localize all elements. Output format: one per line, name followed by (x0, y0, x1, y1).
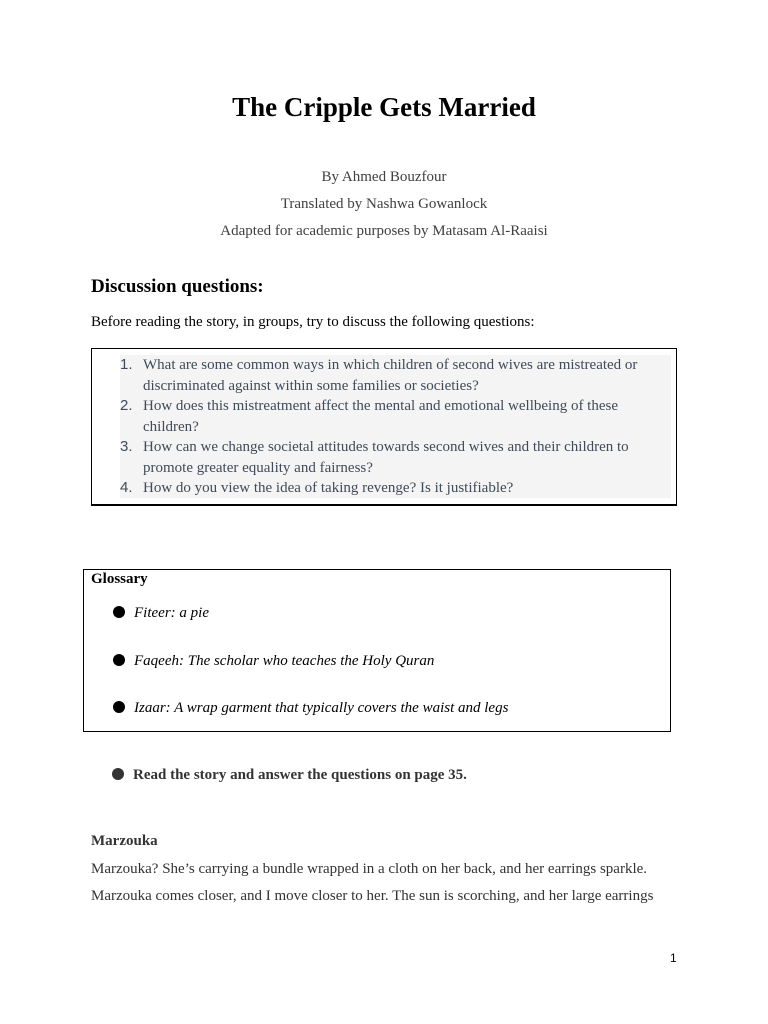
story-paragraph-line: Marzouka? She’s carrying a bundle wrapped in a cloth on her back, and her earrings sparkle. (91, 861, 648, 877)
questions-list (120, 355, 640, 499)
question-item (120, 437, 640, 478)
document-title: The Cripple Gets Married (232, 92, 536, 122)
glossary-box (83, 569, 671, 732)
question-text-line: children? (143, 418, 199, 435)
author-line: By Ahmed Bouzfour (321, 169, 447, 185)
question-text-line: promote greater equality and fairness? (143, 459, 373, 476)
question-text-line: discriminated against within some families or societies? (143, 377, 479, 394)
bullet-icon (113, 701, 125, 713)
question-text-line: How can we change societal attitudes towards second wives and their children to (143, 439, 629, 455)
story-paragraph-line: Marzouka comes closer, and I move closer to her. The sun is scorching, and her large earrings (91, 888, 654, 904)
question-item (120, 478, 640, 499)
question-text-line: How does this mistreatment affect the mental and emotional wellbeing of these (143, 398, 619, 414)
discussion-intro: Before reading the story, in groups, try to discuss the following questions: (91, 314, 535, 330)
glossary-term: Izaar: A wrap garment that typically covers the waist and legs (134, 700, 509, 716)
page-number: 1 (670, 951, 677, 965)
reading-instruction (112, 767, 467, 784)
glossary-title: Glossary (91, 571, 148, 587)
question-number: 4. (120, 479, 133, 496)
translator-line: Translated by Nashwa Gowanlock (280, 196, 488, 212)
adapter-line: Adapted for academic purposes by Matasam Al-Raaisi (220, 223, 548, 239)
bullet-icon (113, 606, 125, 618)
question-item (120, 355, 640, 396)
question-item (120, 396, 640, 437)
glossary-item (113, 653, 434, 670)
question-number: 3. (120, 438, 133, 455)
question-number: 1. (120, 356, 133, 373)
instruction-text: Read the story and answer the questions on page 35. (133, 767, 467, 783)
question-text-line: How do you view the idea of taking revenge? Is it justifiable? (143, 480, 514, 496)
discussion-questions-box (91, 348, 677, 506)
question-number: 2. (120, 397, 133, 414)
bullet-icon (112, 768, 124, 780)
bullet-icon (113, 654, 125, 666)
question-text-line: What are some common ways in which children of second wives are mistreated or (143, 357, 638, 373)
story-section-heading: Marzouka (91, 833, 158, 849)
glossary-term: Fiteer: a pie (134, 605, 209, 621)
glossary-term: Faqeeh: The scholar who teaches the Holy Quran (134, 653, 435, 669)
glossary-item (113, 700, 508, 717)
discussion-heading: Discussion questions: (91, 276, 264, 297)
glossary-item (113, 605, 209, 622)
